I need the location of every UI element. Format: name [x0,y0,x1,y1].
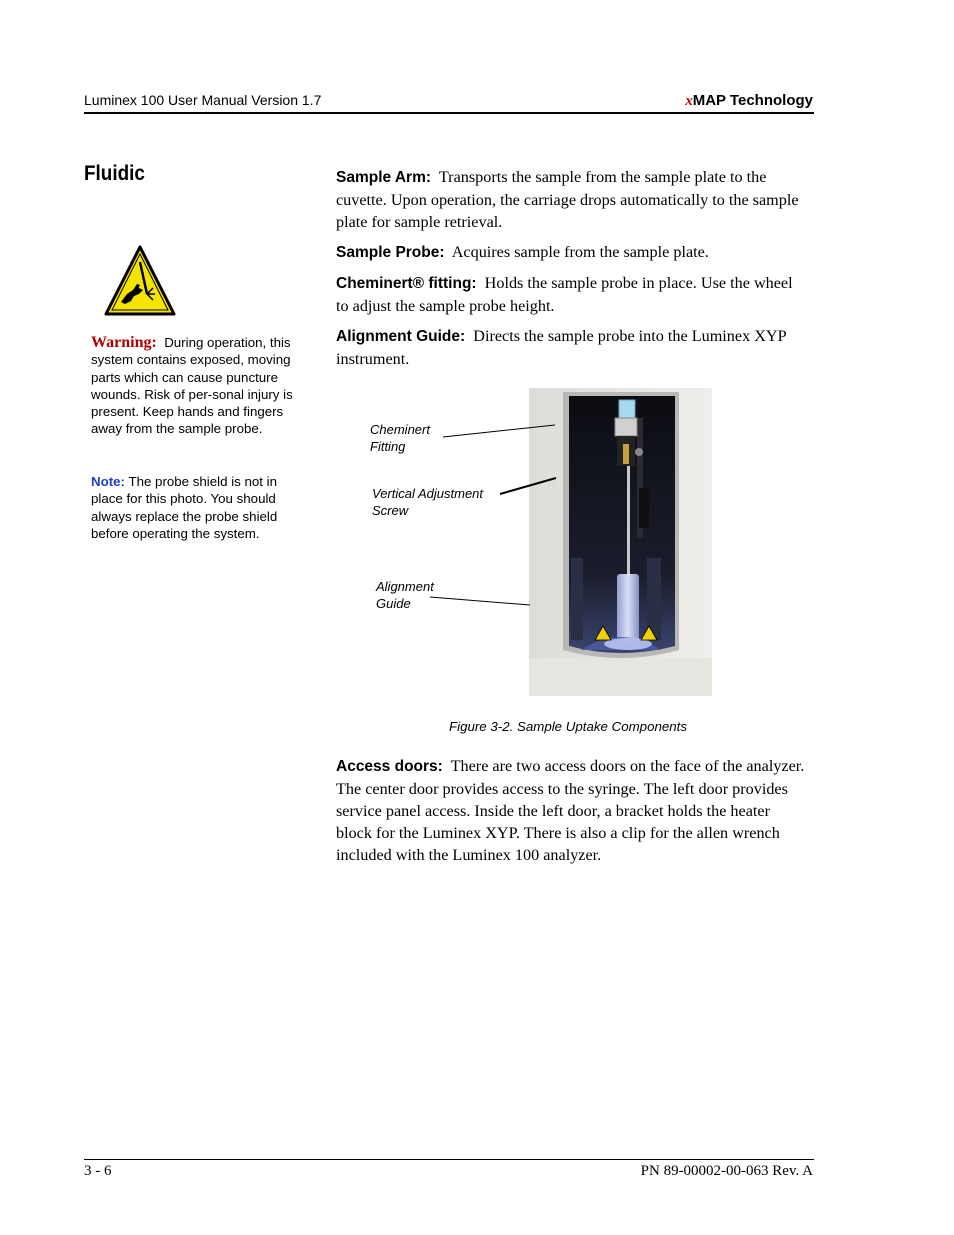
note-text: The probe shield is not in place for this photo. You should always replace the probe shield before operating the system. [91,474,278,541]
callout-alignment-line2: Guide [376,596,411,611]
part-number: PN 89-00002-00-063 Rev. A [640,1163,813,1179]
paragraph-cheminert [336,272,808,317]
paragraph-sample-probe [336,241,808,264]
text-access-doors: There are two access doors on the face of the analyzer. The center door provides access to the syringe. The left door provides service panel access. Inside the left door, a bracket holds the heater block for the Luminex XYP. There is also a clip for the allen wrench included with the Luminex 100 analyzer. [336,757,805,864]
term-sample-probe: Sample Probe: [336,244,445,261]
warning-label: Warning: [91,334,157,351]
term-cheminert: Cheminert® fitting: [336,275,477,292]
term-sample-arm: Sample Arm: [336,169,432,186]
warning-note [91,334,301,438]
text-alignment-guide: Directs the sample probe into the Luminex XYP instrument. [336,327,787,368]
callout-vertical-line2: Screw [372,503,409,518]
note-label: Note: [91,474,125,489]
callout-alignment-guide [376,578,434,612]
brand-main: MAP Technology [692,92,813,109]
sample-uptake-photo [529,388,712,696]
callout-vertical-line1: Vertical Adjustment [372,486,484,501]
header-manual-title: Luminex 100 User Manual Version 1.7 [84,92,322,108]
callout-cheminert-line1: Cheminert [370,422,430,437]
puncture-hazard-icon [103,244,177,318]
term-access-doors: Access doors: [336,758,443,775]
header-rule [84,112,814,114]
paragraph-sample-arm [336,166,808,233]
text-sample-probe: Acquires sample from the sample plate. [451,243,709,261]
callout-alignment-line1: Alignment [376,579,434,594]
footer-rule [84,1159,814,1160]
figure-caption: Figure 3-2. Sample Uptake Components [449,719,687,734]
section-title: Fluidic [84,162,145,185]
probe-shield-note [91,473,301,542]
term-alignment-guide: Alignment Guide: [336,328,466,345]
text-sample-arm: Transports the sample from the sample plate to the cuvette. Upon operation, the carriage drops automatically to the sample plate for sample retrieval. [336,168,799,231]
callout-cheminert-fitting [370,421,430,455]
callout-cheminert-line2: Fitting [370,439,406,454]
text-cheminert: Holds the sample probe in place. Use the wheel to adjust the sample probe height. [336,274,793,315]
warning-text: During operation, this system contains exposed, moving parts which can cause puncture wounds. Risk of per-sonal injury is present. Keep hands and fingers away from the sample probe. [91,335,293,437]
header-brand [685,92,813,110]
callout-vertical-adjustment-screw [372,485,483,519]
page-number: 3 - 6 [84,1163,112,1179]
paragraph-alignment-guide [336,325,808,370]
brand-prefix: x [685,93,693,109]
paragraph-access-doors [336,755,808,866]
